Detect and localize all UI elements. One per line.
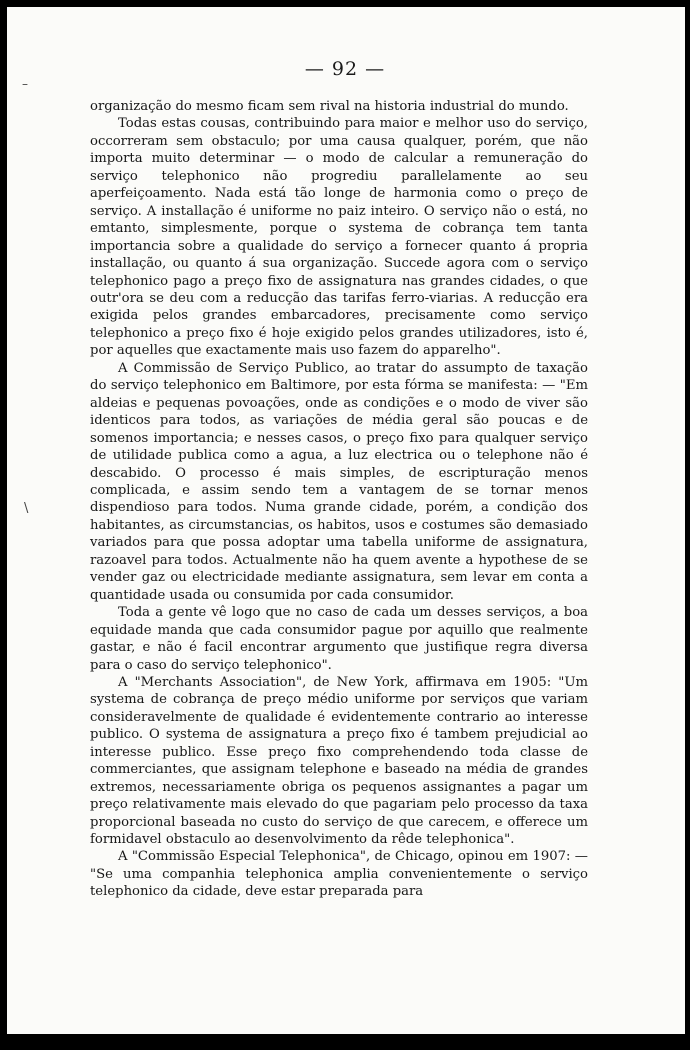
margin-mark: \ [24, 501, 29, 516]
margin-mark: – [22, 77, 28, 91]
paragraph: A "Commissão Especial Telephonica", de Chicago, opinou em 1907: — "Se uma companhia telephonica amplia convenientemente o serviço telephonico da cidade, deve estar preparada para [90, 849, 588, 900]
paragraph: Todas estas cousas, contribuindo para maior e melhor uso do serviço, occorreram sem obstaculo; por uma causa qualquer, porém, que não importa muito determinar — o modo de calcular a remuneração do serviço telephonico não progrediu parallelamente ao seu aperfeiçoamento. Nada está tão longe de harmonia como o preço de serviço. A installação é uniforme no paiz inteiro. O serviço não o está, no emtanto, simplesmente, porque o systema de cobrança tem tanta importancia sobre a qualidade do serviço a fornecer quanto á propria installação, ou quanto á sua organização. Succede agora com o serviço telephonico pago a preço fixo de assignatura nas grandes cidades, o que outr'ora se deu com a reducção das tarifas ferro-viarias. A reducção era exigida pelos grandes embarcadores, precisamente como serviço telephonico a preço fixo é hoje exigido pelos grandes utilizadores, isto é, por aquelles que exactamente mais uso fazem do apparelho". [90, 116, 588, 359]
body-text [90, 98, 588, 901]
paragraph: organização do mesmo ficam sem rival na historia industrial do mundo. [90, 99, 569, 114]
page-number: — 92 — [304, 58, 386, 80]
paragraph: A "Merchants Association", de New York, affirmava em 1905: "Um systema de cobrança de preço médio uniforme por serviços que variam consideravelmente de qualidade é evidentemente contrario ao interesse publico. O systema de assignatura a preço fixo é tambem prejudicial ao interesse publico. Esse preço fixo comprehendendo toda classe de commerciantes, que assignam telephone e baseado na média de grandes extremos, necessariamente obriga os pequenos assignantes a pagar um preço relativamente mais elevado do que pagariam pelo processo da taxa proporcional baseada no custo do serviço de que carecem, e offerece um formidavel obstaculo ao desenvolvimento da rêde telephonica". [90, 674, 588, 848]
paragraph: A Commissão de Serviço Publico, ao tratar do assumpto de taxação do serviço telephonico em Baltimore, por esta fórma se manifesta: — "Em aldeias e pequenas povoações, onde as condições e o modo de viver são identicos para todos, as variações de média geral são poucas e de somenos importancia; e nesses casos, o preço fixo para qualquer serviço de utilidade publica como a agua, a luz electrica ou o telephone não é descabido. O processo é mais simples, de escripturação menos complicada, e assim sendo tem a vantagem de se tornar menos dispendioso para todos. Numa grande cidade, porém, a condição dos habitantes, as circumstancias, os habitos, usos e costumes são demasiado variados para que possa adoptar uma tabella uniforme de assignatura, razoavel para todos. Actualmente não ha quem avente a hypothese de se vender gaz ou electricidade mediante assignatura, sem levar em conta a quantidade usada ou consumida por cada consumidor. [90, 360, 588, 603]
paragraph: Toda a gente vê logo que no caso de cada um desses serviços, a boa equidade manda que cada consumidor pague por aquillo que realmente gastar, e não é facil encontrar argumento que justifique regra diversa para o caso do serviço telephonico". [90, 605, 588, 673]
